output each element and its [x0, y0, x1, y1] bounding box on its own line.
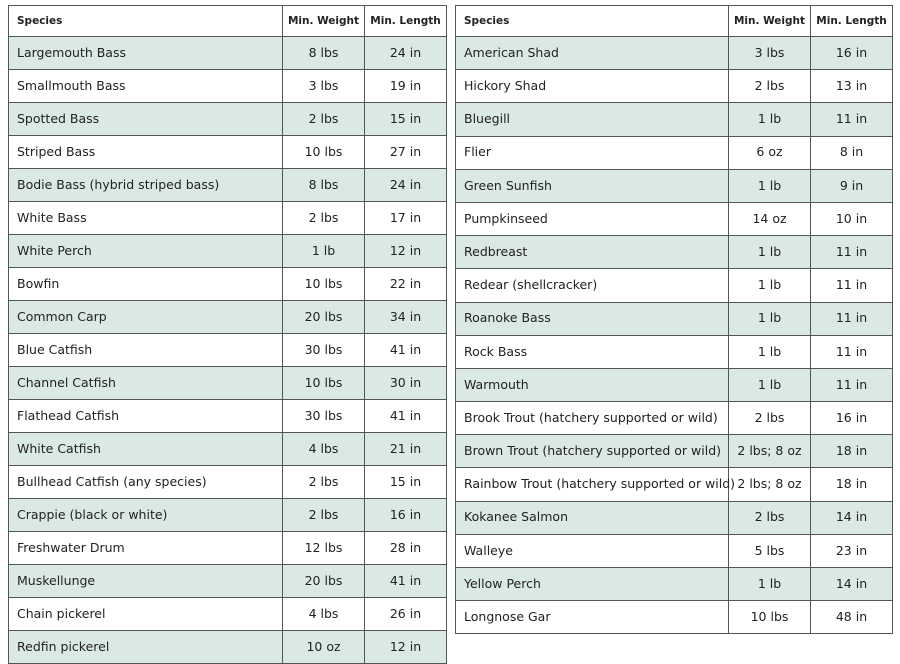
min-length-cell: 24 in — [365, 37, 447, 70]
species-cell: Longnose Gar — [456, 601, 729, 634]
table-row — [9, 598, 447, 631]
table-row — [456, 402, 893, 435]
min-length-cell: 10 in — [811, 202, 893, 235]
min-weight-column-header: Min. Weight — [729, 6, 811, 37]
species-cell: Flier — [456, 136, 729, 169]
table-row — [9, 367, 447, 400]
min-length-cell: 14 in — [811, 568, 893, 601]
min-weight-cell: 8 lbs — [283, 169, 365, 202]
species-cell: Spotted Bass — [9, 103, 283, 136]
min-length-cell: 16 in — [811, 402, 893, 435]
species-cell: Rainbow Trout (hatchery supported or wild) — [456, 468, 729, 501]
min-weight-cell: 2 lbs; 8 oz — [729, 468, 811, 501]
min-weight-cell: 12 lbs — [283, 532, 365, 565]
table-row — [9, 400, 447, 433]
min-length-cell: 16 in — [811, 37, 893, 70]
table-row — [9, 103, 447, 136]
min-length-cell: 26 in — [365, 598, 447, 631]
table-row — [9, 268, 447, 301]
species-cell: Smallmouth Bass — [9, 70, 283, 103]
min-length-cell: 23 in — [811, 534, 893, 567]
table-row — [456, 501, 893, 534]
min-weight-cell: 5 lbs — [729, 534, 811, 567]
species-cell: Striped Bass — [9, 136, 283, 169]
species-cell: Brook Trout (hatchery supported or wild) — [456, 402, 729, 435]
species-cell: Chain pickerel — [9, 598, 283, 631]
min-length-column-header: Min. Length — [811, 6, 893, 37]
table-row — [9, 301, 447, 334]
left-species-table — [8, 5, 447, 664]
species-cell: Channel Catfish — [9, 367, 283, 400]
min-length-cell: 19 in — [365, 70, 447, 103]
min-length-cell: 48 in — [811, 601, 893, 634]
species-cell: Freshwater Drum — [9, 532, 283, 565]
species-cell: Walleye — [456, 534, 729, 567]
table-row — [9, 466, 447, 499]
min-weight-cell: 2 lbs — [283, 499, 365, 532]
min-weight-cell: 10 lbs — [283, 136, 365, 169]
min-weight-cell: 10 lbs — [729, 601, 811, 634]
min-length-cell: 28 in — [365, 532, 447, 565]
min-length-cell: 24 in — [365, 169, 447, 202]
table-row — [456, 534, 893, 567]
table-row — [456, 103, 893, 136]
min-weight-cell: 2 lbs — [283, 202, 365, 235]
species-cell: White Bass — [9, 202, 283, 235]
min-length-cell: 12 in — [365, 631, 447, 664]
table-row — [9, 37, 447, 70]
min-weight-cell: 10 oz — [283, 631, 365, 664]
table-row — [9, 235, 447, 268]
min-weight-cell: 4 lbs — [283, 433, 365, 466]
min-weight-cell: 1 lb — [729, 368, 811, 401]
min-length-cell: 11 in — [811, 269, 893, 302]
species-cell: White Perch — [9, 235, 283, 268]
min-weight-cell: 2 lbs — [283, 466, 365, 499]
species-cell: Brown Trout (hatchery supported or wild) — [456, 435, 729, 468]
species-column-header: Species — [456, 6, 729, 37]
min-length-cell: 11 in — [811, 236, 893, 269]
table-row — [9, 631, 447, 664]
min-weight-cell: 10 lbs — [283, 367, 365, 400]
min-weight-cell: 1 lb — [729, 302, 811, 335]
species-cell: Green Sunfish — [456, 169, 729, 202]
table-row — [9, 70, 447, 103]
min-weight-cell: 6 oz — [729, 136, 811, 169]
species-cell: Warmouth — [456, 368, 729, 401]
min-length-cell: 18 in — [811, 435, 893, 468]
min-length-cell: 16 in — [365, 499, 447, 532]
table-row — [456, 335, 893, 368]
min-weight-cell: 8 lbs — [283, 37, 365, 70]
table-row — [9, 136, 447, 169]
min-weight-cell: 30 lbs — [283, 334, 365, 367]
species-cell: Yellow Perch — [456, 568, 729, 601]
species-cell: White Catfish — [9, 433, 283, 466]
species-cell: Bowfin — [9, 268, 283, 301]
species-cell: Roanoke Bass — [456, 302, 729, 335]
table-row — [456, 236, 893, 269]
min-weight-cell: 30 lbs — [283, 400, 365, 433]
min-length-cell: 8 in — [811, 136, 893, 169]
min-length-cell: 41 in — [365, 400, 447, 433]
table-row — [9, 169, 447, 202]
min-weight-cell: 3 lbs — [283, 70, 365, 103]
right-species-table — [455, 5, 893, 634]
species-cell: Flathead Catfish — [9, 400, 283, 433]
min-weight-cell: 2 lbs — [283, 103, 365, 136]
min-weight-cell: 1 lb — [729, 269, 811, 302]
table-row — [456, 568, 893, 601]
min-weight-cell: 10 lbs — [283, 268, 365, 301]
species-cell: Bluegill — [456, 103, 729, 136]
table-row — [456, 269, 893, 302]
species-cell: Common Carp — [9, 301, 283, 334]
species-cell: Blue Catfish — [9, 334, 283, 367]
min-length-cell: 11 in — [811, 335, 893, 368]
species-cell: Largemouth Bass — [9, 37, 283, 70]
min-weight-cell: 20 lbs — [283, 301, 365, 334]
min-length-cell: 11 in — [811, 368, 893, 401]
species-cell: American Shad — [456, 37, 729, 70]
min-length-column-header: Min. Length — [365, 6, 447, 37]
min-length-cell: 12 in — [365, 235, 447, 268]
min-weight-cell: 2 lbs — [729, 402, 811, 435]
table-row — [456, 468, 893, 501]
species-cell: Rock Bass — [456, 335, 729, 368]
table-row — [9, 499, 447, 532]
table-row — [456, 302, 893, 335]
table-row — [456, 169, 893, 202]
table-header-row — [456, 6, 893, 37]
table-row — [456, 70, 893, 103]
min-length-cell: 11 in — [811, 103, 893, 136]
species-cell: Crappie (black or white) — [9, 499, 283, 532]
min-length-cell: 41 in — [365, 334, 447, 367]
table-row — [456, 601, 893, 634]
species-cell: Redbreast — [456, 236, 729, 269]
min-weight-cell: 2 lbs — [729, 70, 811, 103]
table-header-row — [9, 6, 447, 37]
min-weight-cell: 1 lb — [729, 568, 811, 601]
min-weight-column-header: Min. Weight — [283, 6, 365, 37]
min-length-cell: 14 in — [811, 501, 893, 534]
table-row — [9, 532, 447, 565]
table-row — [456, 435, 893, 468]
min-length-cell: 41 in — [365, 565, 447, 598]
min-weight-cell: 20 lbs — [283, 565, 365, 598]
min-weight-cell: 4 lbs — [283, 598, 365, 631]
species-cell: Redear (shellcracker) — [456, 269, 729, 302]
min-weight-cell: 1 lb — [729, 169, 811, 202]
min-length-cell: 30 in — [365, 367, 447, 400]
min-length-cell: 27 in — [365, 136, 447, 169]
table-row — [456, 37, 893, 70]
min-length-cell: 22 in — [365, 268, 447, 301]
table-row — [9, 565, 447, 598]
species-cell: Muskellunge — [9, 565, 283, 598]
species-cell: Hickory Shad — [456, 70, 729, 103]
min-weight-cell: 2 lbs; 8 oz — [729, 435, 811, 468]
min-length-cell: 34 in — [365, 301, 447, 334]
species-cell: Bullhead Catfish (any species) — [9, 466, 283, 499]
species-cell: Pumpkinseed — [456, 202, 729, 235]
table-row — [9, 334, 447, 367]
table-row — [456, 368, 893, 401]
table-row — [9, 433, 447, 466]
species-cell: Kokanee Salmon — [456, 501, 729, 534]
min-length-cell: 9 in — [811, 169, 893, 202]
table-row — [456, 136, 893, 169]
table-row — [456, 202, 893, 235]
min-length-cell: 11 in — [811, 302, 893, 335]
min-weight-cell: 1 lb — [283, 235, 365, 268]
min-length-cell: 17 in — [365, 202, 447, 235]
min-length-cell: 15 in — [365, 103, 447, 136]
min-length-cell: 13 in — [811, 70, 893, 103]
species-cell: Bodie Bass (hybrid striped bass) — [9, 169, 283, 202]
species-column-header: Species — [9, 6, 283, 37]
min-weight-cell: 2 lbs — [729, 501, 811, 534]
min-length-cell: 18 in — [811, 468, 893, 501]
min-weight-cell: 14 oz — [729, 202, 811, 235]
min-weight-cell: 1 lb — [729, 335, 811, 368]
min-length-cell: 15 in — [365, 466, 447, 499]
min-weight-cell: 1 lb — [729, 103, 811, 136]
min-weight-cell: 1 lb — [729, 236, 811, 269]
table-row — [9, 202, 447, 235]
min-weight-cell: 3 lbs — [729, 37, 811, 70]
species-cell: Redfin pickerel — [9, 631, 283, 664]
min-length-cell: 21 in — [365, 433, 447, 466]
